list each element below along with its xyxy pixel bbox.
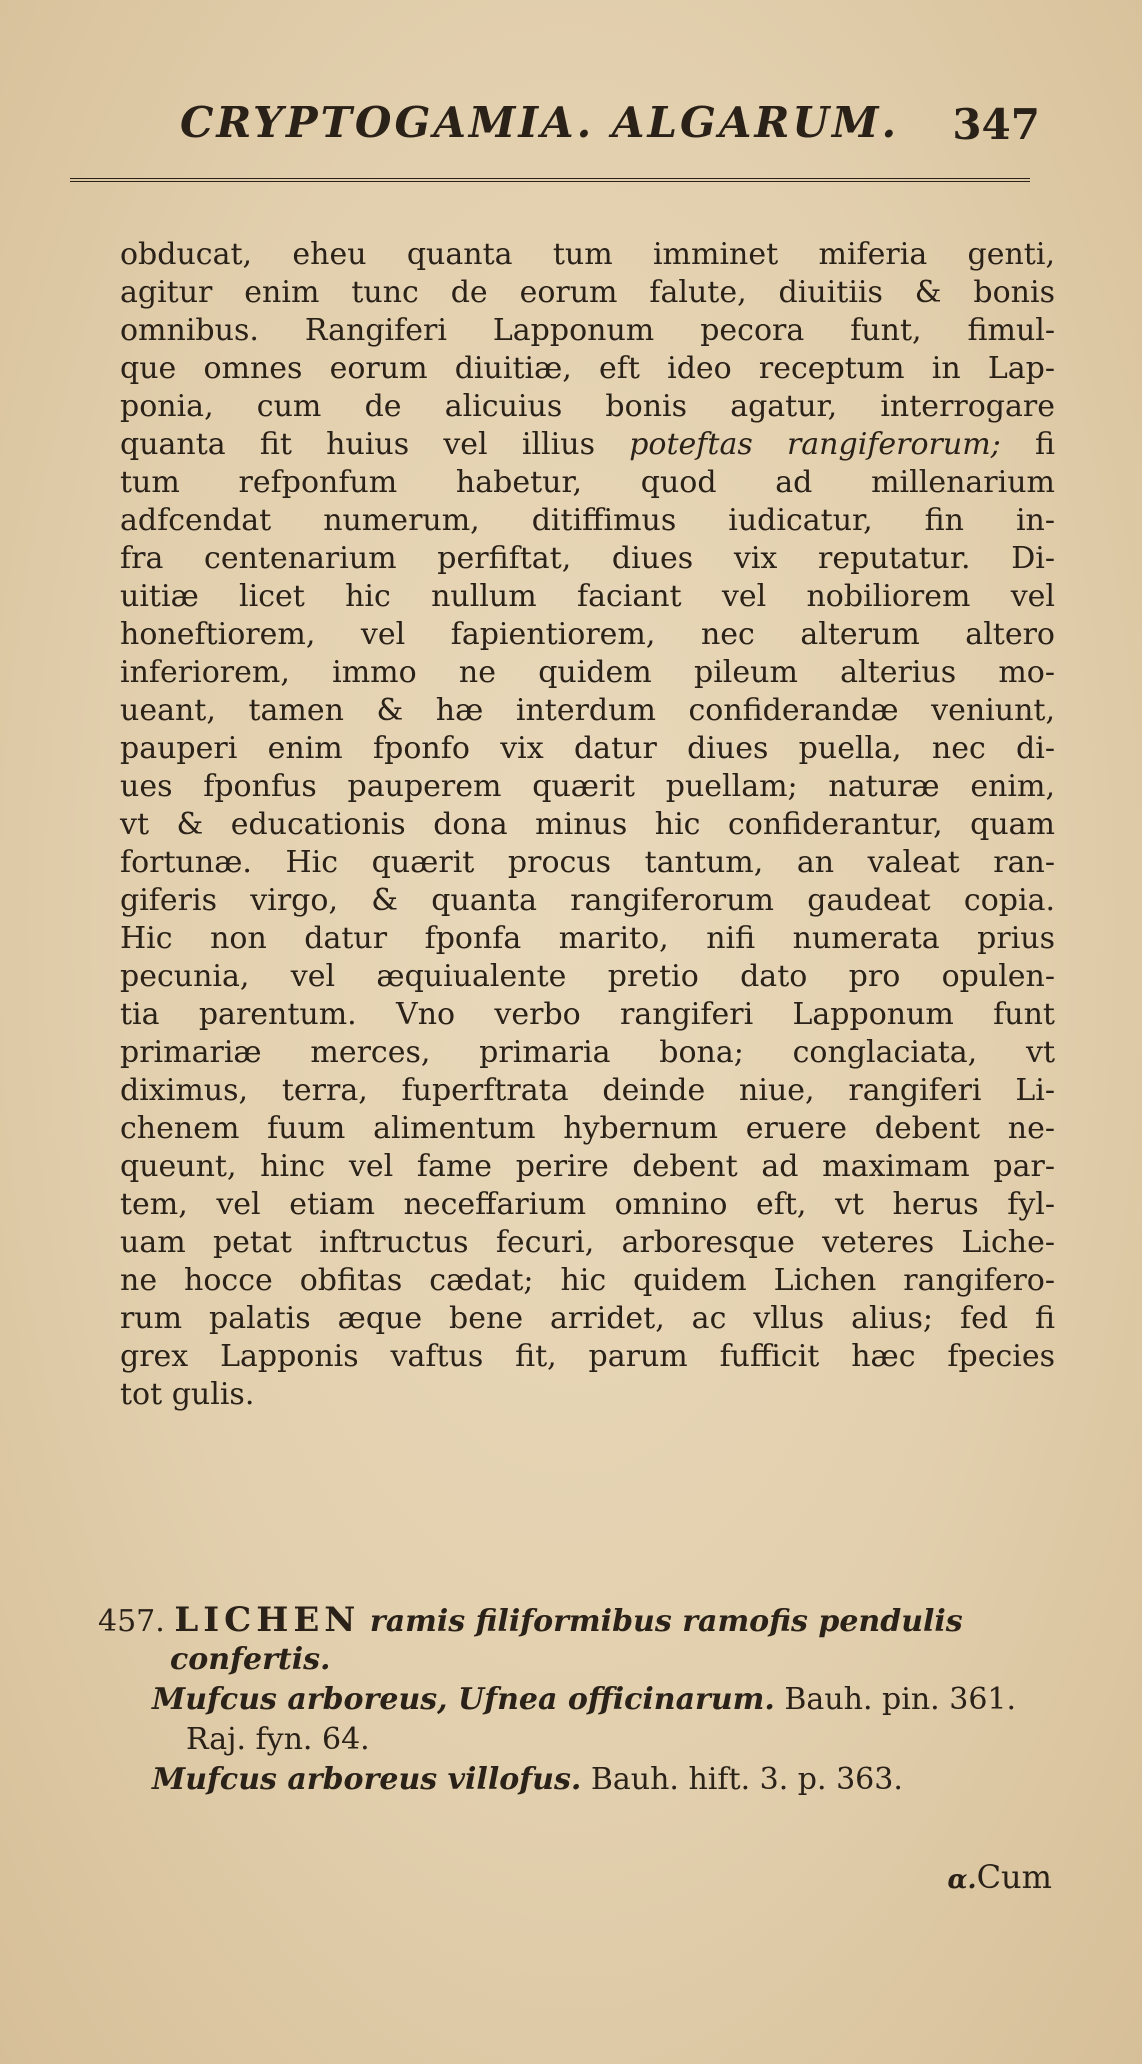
text-line: ponia, cum de alicuius bonis agatur, interrogare xyxy=(120,389,1055,424)
text-line: tum refponfum habetur, quod ad millenarium xyxy=(120,465,1055,500)
text-line: adfcendat numerum, ditiffimus iudicatur, fin in- xyxy=(120,503,1055,538)
synonym-reference: Raj. fyn. 64. xyxy=(186,1722,370,1757)
synonym-line xyxy=(98,1720,1068,1760)
text-line: primariæ merces, primaria bona; conglaciata, vt xyxy=(120,1035,1055,1070)
text-line: ueant, tamen & hæ interdum confiderandæ veniunt, xyxy=(120,693,1055,728)
text-line: pecunia, vel æquiualente pretio dato pro opulen- xyxy=(120,959,1055,994)
text-line: Hic non datur fponfa marito, nifi numerata prius xyxy=(120,921,1055,956)
catchword xyxy=(948,1858,1053,1896)
italic-phrase: poteftas rangiferorum; xyxy=(629,427,1001,462)
header-rule xyxy=(70,178,1030,182)
text-line: tia parentum. Vno verbo rangiferi Lapponum funt xyxy=(120,997,1055,1032)
text-line: grex Lapponis vaftus fit, parum fufficit hæc fpecies xyxy=(120,1339,1055,1374)
text-line: queunt, hinc vel fame perire debent ad maximam par- xyxy=(120,1149,1055,1184)
body-text xyxy=(120,236,1055,1414)
text-line: inferiorem, immo ne quidem pileum alterius mo- xyxy=(120,655,1055,690)
text-line: que omnes eorum diuitiæ, eft ideo receptum in Lap- xyxy=(120,351,1055,386)
text-segment: fi xyxy=(1035,427,1056,462)
text-line: ues fponfus pauperem quærit puellam; naturæ enim, xyxy=(120,769,1055,804)
species-entry xyxy=(98,1600,1068,1800)
text-line: vt & educationis dona minus hic confiderantur, quam xyxy=(120,807,1055,842)
catchword-text: Cum xyxy=(976,1858,1052,1896)
synonym-reference: Bauh. pin. 361. xyxy=(784,1682,1017,1717)
text-line: obducat, eheu quanta tum imminet miferia genti, xyxy=(120,237,1055,272)
text-line: ne hocce obfitas cædat; hic quidem Lichen rangifero- xyxy=(120,1263,1055,1298)
signature-mark: α. xyxy=(947,1865,977,1895)
synonym-italic: Mufcus arboreus, Ufnea officinarum. xyxy=(152,1682,775,1717)
synonym-italic: Mufcus arboreus villofus. xyxy=(152,1762,582,1797)
text-line: fortunæ. Hic quærit procus tantum, an valeat ran- xyxy=(120,845,1055,880)
text-segment: quanta fit huius vel illius xyxy=(120,427,595,462)
text-line: omnibus. Rangiferi Lapponum pecora funt, fimul- xyxy=(120,313,1055,348)
text-line-italic-phrase xyxy=(120,426,1055,464)
entry-description: ramis filiformibus ramofis pendulis xyxy=(369,1604,963,1639)
entry-description-2: confertis. xyxy=(170,1642,331,1677)
running-title: CRYPTOGAMIA. ALGARUM. xyxy=(180,98,900,147)
text-line: agitur enim tunc de eorum falute, diuitiis & bonis xyxy=(120,275,1055,310)
entry-description-cont xyxy=(98,1640,1068,1680)
synonym-line xyxy=(98,1680,1068,1720)
text-line: tem, vel etiam neceffarium omnino eft, vt herus fyl- xyxy=(120,1187,1055,1222)
text-line: diximus, terra, fuperftrata deinde niue, rangiferi Li- xyxy=(120,1073,1055,1108)
text-line: tot gulis. xyxy=(120,1377,255,1412)
entry-number: 457. xyxy=(98,1604,165,1639)
entry-name: LICHEN xyxy=(174,1600,361,1640)
text-line: uitiæ licet hic nullum faciant vel nobiliorem vel xyxy=(120,579,1055,614)
text-line: chenem fuum alimentum hybernum eruere debent ne- xyxy=(120,1111,1055,1146)
page-number: 347 xyxy=(952,100,1040,149)
text-line: uam petat inftructus fecuri, arboresque veteres Liche- xyxy=(120,1225,1055,1260)
synonym-reference: Bauh. hift. 3. p. 363. xyxy=(590,1762,903,1797)
entry-heading xyxy=(98,1600,1068,1640)
synonym-line xyxy=(98,1760,1068,1800)
text-line: pauperi enim fponfo vix datur diues puella, nec di- xyxy=(120,731,1055,766)
text-line: fra centenarium perfiftat, diues vix reputatur. Di- xyxy=(120,541,1055,576)
text-line: honeftiorem, vel fapientiorem, nec alterum altero xyxy=(120,617,1055,652)
page-header xyxy=(160,98,1040,158)
text-line: giferis virgo, & quanta rangiferorum gaudeat copia. xyxy=(120,883,1055,918)
text-line: rum palatis æque bene arridet, ac vllus alius; fed fi xyxy=(120,1301,1055,1336)
